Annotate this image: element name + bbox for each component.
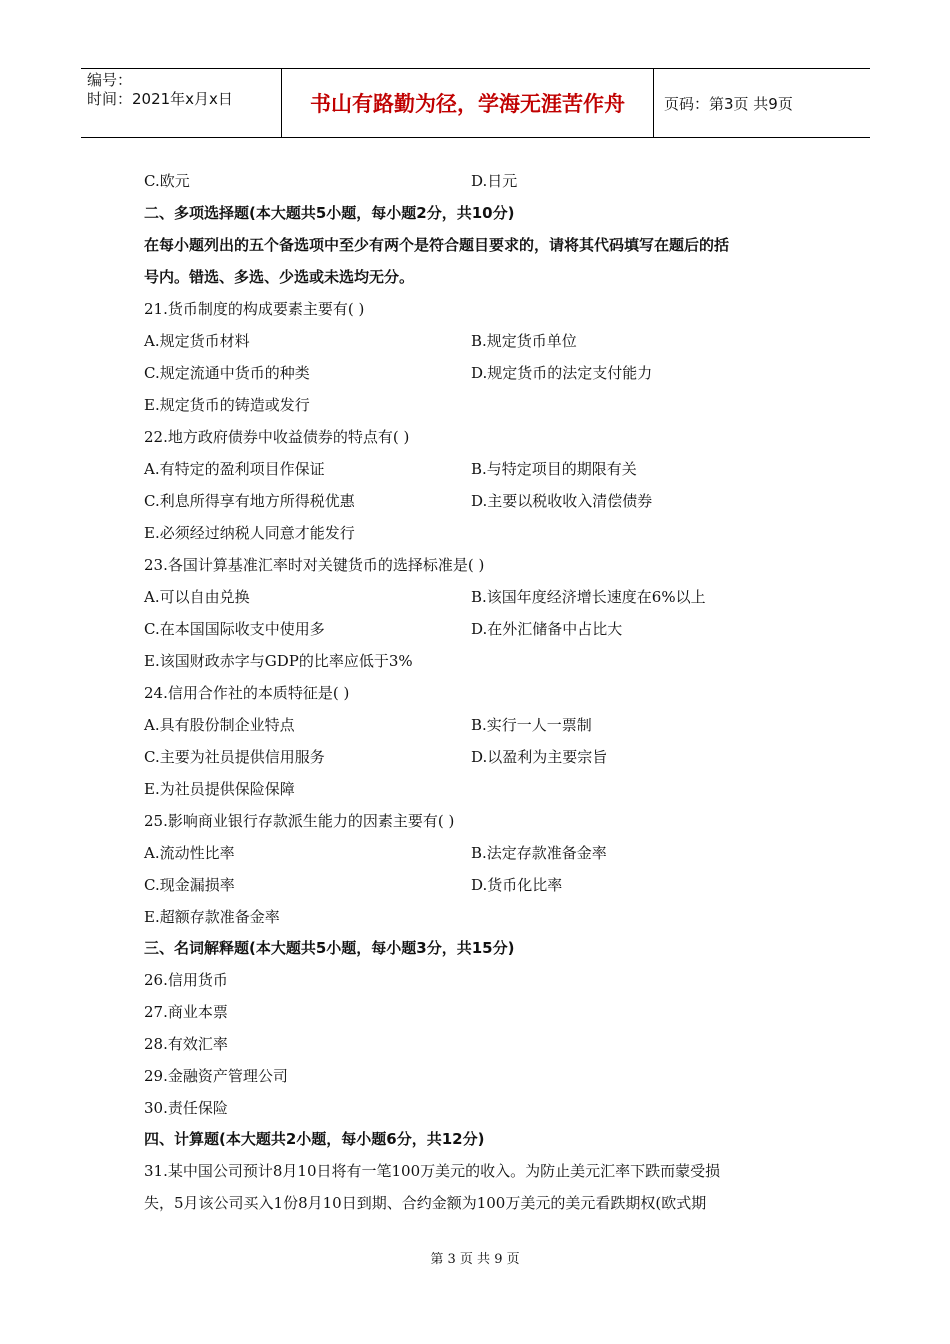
question-21: 21.货币制度的构成要素主要有( ) <box>144 300 365 318</box>
q25-option-a: A.流动性比率 <box>144 844 235 862</box>
question-31-line-2: 失，5月该公司买入1份8月10日到期、合约金额为100万美元的美元看跌期权(欧式期 <box>144 1194 707 1212</box>
q24-option-b: B.实行一人一票制 <box>471 716 592 734</box>
section4-title: 四、计算题(本大题共2小题，每小题6分，共12分) <box>144 1130 485 1148</box>
q20-option-c: C.欧元 <box>144 172 190 190</box>
question-26: 26.信用货币 <box>144 971 228 989</box>
section2-instruction-2: 号内。错选、多选、少选或未选均无分。 <box>144 268 415 286</box>
q24-option-a: A.具有股份制企业特点 <box>144 716 295 734</box>
q24-option-c: C.主要为社员提供信用服务 <box>144 748 325 766</box>
question-23: 23.各国计算基准汇率时对关键货币的选择标准是( ) <box>144 556 485 574</box>
time-label: 时间：2021年x月x日 <box>87 90 233 108</box>
q25-option-b: B.法定存款准备金率 <box>471 844 607 862</box>
q23-option-b: B.该国年度经济增长速度在6%以上 <box>471 588 706 606</box>
page-footer: 第 3 页 共 9 页 <box>430 1252 520 1267</box>
q25-option-c: C.现金漏损率 <box>144 876 235 894</box>
section2-instruction-1: 在每小题列出的五个备选项中至少有两个是符合题目要求的，请将其代码填写在题后的括 <box>144 236 730 254</box>
question-22: 22.地方政府债券中收益债券的特点有( ) <box>144 428 410 446</box>
question-27: 27.商业本票 <box>144 1003 228 1021</box>
question-31-line-1: 31.某中国公司预计8月10日将有一笔100万美元的收入。为防止美元汇率下跌而蒙受损 <box>144 1162 721 1180</box>
header-left-cell <box>81 69 281 137</box>
q22-option-c: C.利息所得享有地方所得税优惠 <box>144 492 355 510</box>
q20-option-d: D.日元 <box>471 172 518 190</box>
question-29: 29.金融资产管理公司 <box>144 1067 288 1085</box>
q24-option-d: D.以盈利为主要宗旨 <box>471 748 608 766</box>
question-28: 28.有效汇率 <box>144 1035 228 1053</box>
question-30: 30.责任保险 <box>144 1099 228 1117</box>
q23-option-e: E.该国财政赤字与GDP的比率应低于3% <box>144 652 413 670</box>
section3-title: 三、名词解释题(本大题共5小题，每小题3分，共15分) <box>144 939 515 957</box>
q21-option-b: B.规定货币单位 <box>471 332 577 350</box>
page-info: 页码：第3页 共9页 <box>664 94 793 113</box>
question-24: 24.信用合作社的本质特征是( ) <box>144 684 350 702</box>
question-25: 25.影响商业银行存款派生能力的因素主要有( ) <box>144 812 455 830</box>
q23-option-d: D.在外汇储备中占比大 <box>471 620 623 638</box>
q22-option-d: D.主要以税收收入清偿债券 <box>471 492 653 510</box>
number-label: 编号： <box>87 71 133 89</box>
q24-option-e: E.为社员提供保险保障 <box>144 780 295 798</box>
q22-option-e: E.必须经过纳税人同意才能发行 <box>144 524 355 542</box>
q25-option-d: D.货币化比率 <box>471 876 563 894</box>
q22-option-b: B.与特定项目的期限有关 <box>471 460 637 478</box>
motto: 书山有路勤为径，学海无涯苦作舟 <box>281 69 654 137</box>
q21-option-e: E.规定货币的铸造或发行 <box>144 396 310 414</box>
q21-option-a: A.规定货币材料 <box>144 332 250 350</box>
q23-option-a: A.可以自由兑换 <box>144 588 250 606</box>
q21-option-d: D.规定货币的法定支付能力 <box>471 364 653 382</box>
q21-option-c: C.规定流通中货币的种类 <box>144 364 310 382</box>
q22-option-a: A.有特定的盈利项目作保证 <box>144 460 325 478</box>
q23-option-c: C.在本国国际收支中使用多 <box>144 620 325 638</box>
header-table <box>81 68 870 138</box>
section2-title: 二、多项选择题(本大题共5小题，每小题2分，共10分) <box>144 204 515 222</box>
q25-option-e: E.超额存款准备金率 <box>144 908 280 926</box>
